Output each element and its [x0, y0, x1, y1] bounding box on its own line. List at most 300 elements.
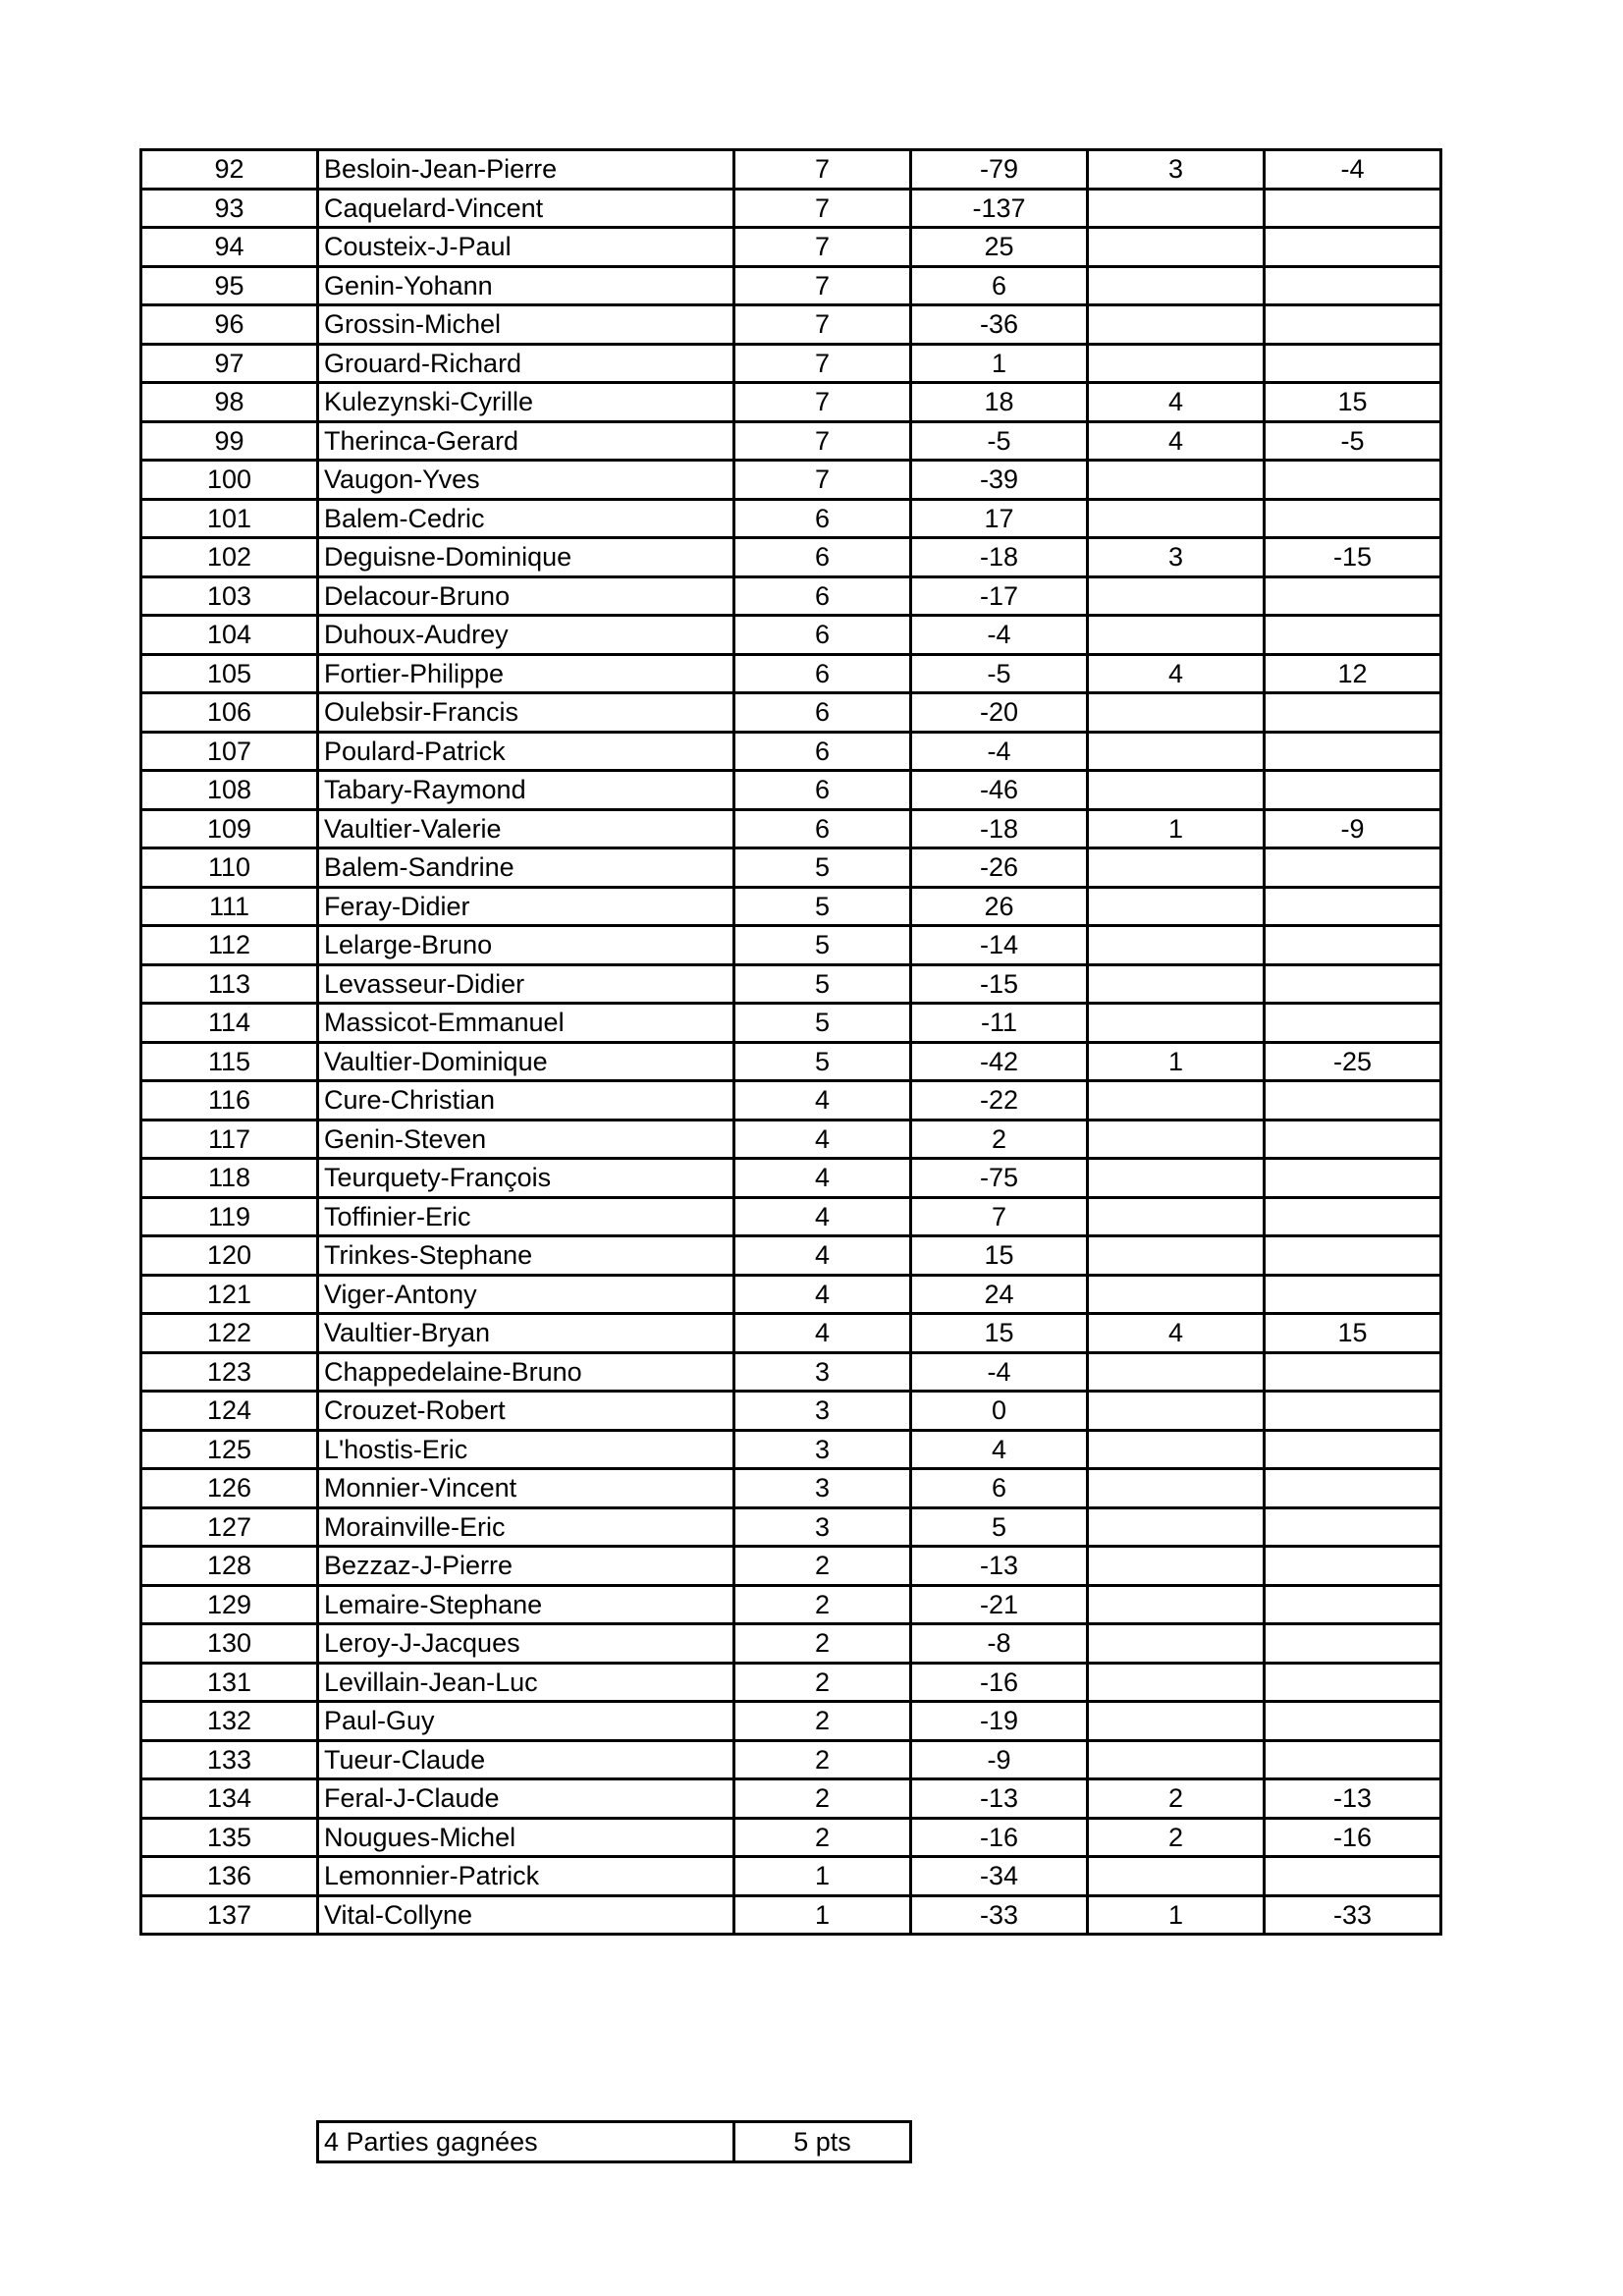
table-row — [141, 732, 1441, 771]
rank-cell: 125 — [141, 1430, 318, 1469]
points-diff-cell: 5 — [911, 1507, 1088, 1547]
games-won-cell: 6 — [734, 499, 911, 538]
games-won-cell: 7 — [734, 344, 911, 383]
session-diff-cell — [1265, 499, 1441, 538]
session-wins-cell — [1088, 887, 1265, 926]
rank-cell: 126 — [141, 1469, 318, 1508]
player-name-cell: Vaultier-Bryan — [318, 1314, 734, 1353]
table-row — [141, 1430, 1441, 1469]
session-diff-cell — [1265, 1857, 1441, 1896]
table-row — [141, 576, 1441, 616]
points-diff-cell: 15 — [911, 1314, 1088, 1353]
player-name-cell: Feral-J-Claude — [318, 1779, 734, 1819]
player-name-cell: Grouard-Richard — [318, 344, 734, 383]
player-name-cell: Caquelard-Vincent — [318, 189, 734, 228]
games-won-cell: 6 — [734, 538, 911, 577]
session-diff-cell: 15 — [1265, 1314, 1441, 1353]
session-wins-cell — [1088, 1081, 1265, 1121]
session-diff-cell — [1265, 1081, 1441, 1121]
table-row — [141, 848, 1441, 888]
points-diff-cell: -39 — [911, 461, 1088, 500]
rank-cell: 115 — [141, 1042, 318, 1081]
points-diff-cell: 17 — [911, 499, 1088, 538]
games-won-cell: 5 — [734, 1004, 911, 1043]
table-row — [141, 305, 1441, 345]
session-wins-cell — [1088, 228, 1265, 267]
rank-cell: 112 — [141, 926, 318, 965]
player-name-cell: Balem-Sandrine — [318, 848, 734, 888]
games-won-cell: 2 — [734, 1740, 911, 1779]
player-name-cell: Vaugon-Yves — [318, 461, 734, 500]
points-diff-cell: -20 — [911, 693, 1088, 733]
session-diff-cell — [1265, 576, 1441, 616]
session-wins-cell: 1 — [1088, 1042, 1265, 1081]
session-diff-cell — [1265, 1624, 1441, 1664]
rank-cell: 97 — [141, 344, 318, 383]
player-name-cell: Leroy-J-Jacques — [318, 1624, 734, 1664]
results-table — [139, 148, 1442, 1936]
games-won-cell: 5 — [734, 1042, 911, 1081]
points-diff-cell: -5 — [911, 421, 1088, 461]
points-diff-cell: -34 — [911, 1857, 1088, 1896]
table-row — [141, 771, 1441, 810]
rank-cell: 103 — [141, 576, 318, 616]
player-name-cell: Therinca-Gerard — [318, 421, 734, 461]
player-name-cell: Duhoux-Audrey — [318, 616, 734, 655]
rank-cell: 131 — [141, 1663, 318, 1702]
rank-cell: 95 — [141, 266, 318, 305]
table-row — [141, 189, 1441, 228]
player-name-cell: Poulard-Patrick — [318, 732, 734, 771]
session-wins-cell — [1088, 1507, 1265, 1547]
games-won-cell: 5 — [734, 887, 911, 926]
table-row — [141, 150, 1441, 190]
session-wins-cell: 4 — [1088, 654, 1265, 693]
points-diff-cell: -79 — [911, 150, 1088, 190]
points-diff-cell: -5 — [911, 654, 1088, 693]
table-row — [141, 1314, 1441, 1353]
rank-cell: 133 — [141, 1740, 318, 1779]
rank-cell: 101 — [141, 499, 318, 538]
points-diff-cell: 6 — [911, 1469, 1088, 1508]
table-row — [141, 1042, 1441, 1081]
rank-cell: 118 — [141, 1159, 318, 1198]
session-diff-cell — [1265, 926, 1441, 965]
table-row — [141, 421, 1441, 461]
session-diff-cell: -25 — [1265, 1042, 1441, 1081]
session-wins-cell — [1088, 1702, 1265, 1741]
session-diff-cell: -4 — [1265, 150, 1441, 190]
player-name-cell: Delacour-Bruno — [318, 576, 734, 616]
table-row — [141, 228, 1441, 267]
points-diff-cell: 4 — [911, 1430, 1088, 1469]
games-won-cell: 7 — [734, 421, 911, 461]
session-wins-cell — [1088, 964, 1265, 1004]
table-row — [141, 1081, 1441, 1121]
player-name-cell: Levillain-Jean-Luc — [318, 1663, 734, 1702]
games-won-cell: 4 — [734, 1081, 911, 1121]
table-row — [141, 1352, 1441, 1392]
rank-cell: 124 — [141, 1392, 318, 1431]
rank-cell: 116 — [141, 1081, 318, 1121]
table-row — [141, 616, 1441, 655]
points-diff-cell: -4 — [911, 732, 1088, 771]
points-diff-cell: -42 — [911, 1042, 1088, 1081]
table-row — [141, 1740, 1441, 1779]
session-wins-cell — [1088, 848, 1265, 888]
session-wins-cell: 4 — [1088, 383, 1265, 422]
player-name-cell: Tueur-Claude — [318, 1740, 734, 1779]
rank-cell: 105 — [141, 654, 318, 693]
player-name-cell: Trinkes-Stephane — [318, 1236, 734, 1276]
table-row — [141, 383, 1441, 422]
session-diff-cell — [1265, 189, 1441, 228]
player-name-cell: Cure-Christian — [318, 1081, 734, 1121]
session-diff-cell — [1265, 1507, 1441, 1547]
session-diff-cell — [1265, 266, 1441, 305]
session-wins-cell — [1088, 926, 1265, 965]
legend-table — [316, 2120, 912, 2163]
session-wins-cell — [1088, 1197, 1265, 1236]
games-won-cell: 2 — [734, 1624, 911, 1664]
session-wins-cell — [1088, 771, 1265, 810]
games-won-cell: 4 — [734, 1197, 911, 1236]
points-diff-cell: -16 — [911, 1663, 1088, 1702]
table-row — [141, 538, 1441, 577]
rank-cell: 106 — [141, 693, 318, 733]
session-diff-cell: -9 — [1265, 809, 1441, 848]
rank-cell: 93 — [141, 189, 318, 228]
points-diff-cell: 24 — [911, 1275, 1088, 1314]
games-won-cell: 5 — [734, 848, 911, 888]
player-name-cell: Deguisne-Dominique — [318, 538, 734, 577]
session-diff-cell — [1265, 1236, 1441, 1276]
table-row — [141, 693, 1441, 733]
points-diff-cell: -4 — [911, 1352, 1088, 1392]
player-name-cell: Cousteix-J-Paul — [318, 228, 734, 267]
rank-cell: 100 — [141, 461, 318, 500]
rank-cell: 98 — [141, 383, 318, 422]
session-wins-cell — [1088, 1392, 1265, 1431]
session-wins-cell — [1088, 1469, 1265, 1508]
results-body — [141, 150, 1441, 1935]
legend-label: 4 Parties gagnées — [318, 2122, 734, 2162]
session-diff-cell — [1265, 693, 1441, 733]
session-diff-cell — [1265, 305, 1441, 345]
player-name-cell: Teurquety-François — [318, 1159, 734, 1198]
rank-cell: 120 — [141, 1236, 318, 1276]
table-row — [141, 1392, 1441, 1431]
player-name-cell: Vaultier-Valerie — [318, 809, 734, 848]
table-row — [141, 964, 1441, 1004]
games-won-cell: 6 — [734, 732, 911, 771]
player-name-cell: Chappedelaine-Bruno — [318, 1352, 734, 1392]
rank-cell: 137 — [141, 1895, 318, 1935]
legend-row — [318, 2122, 911, 2162]
player-name-cell: Vaultier-Dominique — [318, 1042, 734, 1081]
games-won-cell: 6 — [734, 654, 911, 693]
session-diff-cell — [1265, 228, 1441, 267]
rank-cell: 123 — [141, 1352, 318, 1392]
player-name-cell: Nougues-Michel — [318, 1818, 734, 1857]
rank-cell: 102 — [141, 538, 318, 577]
session-wins-cell — [1088, 576, 1265, 616]
session-wins-cell: 3 — [1088, 150, 1265, 190]
rank-cell: 129 — [141, 1585, 318, 1624]
session-diff-cell — [1265, 1004, 1441, 1043]
games-won-cell: 6 — [734, 576, 911, 616]
games-won-cell: 6 — [734, 693, 911, 733]
games-won-cell: 6 — [734, 616, 911, 655]
session-wins-cell — [1088, 266, 1265, 305]
session-diff-cell — [1265, 461, 1441, 500]
rank-cell: 114 — [141, 1004, 318, 1043]
session-diff-cell — [1265, 1275, 1441, 1314]
points-diff-cell: -17 — [911, 576, 1088, 616]
player-name-cell: Tabary-Raymond — [318, 771, 734, 810]
session-wins-cell — [1088, 1120, 1265, 1159]
session-diff-cell: -13 — [1265, 1779, 1441, 1819]
games-won-cell: 4 — [734, 1120, 911, 1159]
table-row — [141, 1895, 1441, 1935]
session-diff-cell — [1265, 1120, 1441, 1159]
games-won-cell: 5 — [734, 926, 911, 965]
rank-cell: 132 — [141, 1702, 318, 1741]
player-name-cell: Levasseur-Didier — [318, 964, 734, 1004]
points-diff-cell: -19 — [911, 1702, 1088, 1741]
games-won-cell: 6 — [734, 771, 911, 810]
session-wins-cell — [1088, 1004, 1265, 1043]
player-name-cell: Lemaire-Stephane — [318, 1585, 734, 1624]
table-row — [141, 344, 1441, 383]
player-name-cell: Lemonnier-Patrick — [318, 1857, 734, 1896]
table-row — [141, 1159, 1441, 1198]
session-wins-cell — [1088, 499, 1265, 538]
player-name-cell: Vital-Collyne — [318, 1895, 734, 1935]
session-wins-cell — [1088, 1275, 1265, 1314]
player-name-cell: Balem-Cedric — [318, 499, 734, 538]
games-won-cell: 7 — [734, 228, 911, 267]
points-diff-cell: 6 — [911, 266, 1088, 305]
points-diff-cell: 7 — [911, 1197, 1088, 1236]
games-won-cell: 2 — [734, 1663, 911, 1702]
games-won-cell: 6 — [734, 809, 911, 848]
points-diff-cell: 2 — [911, 1120, 1088, 1159]
points-diff-cell: -13 — [911, 1547, 1088, 1586]
player-name-cell: Fortier-Philippe — [318, 654, 734, 693]
games-won-cell: 7 — [734, 305, 911, 345]
session-diff-cell — [1265, 1469, 1441, 1508]
session-wins-cell — [1088, 189, 1265, 228]
table-row — [141, 1469, 1441, 1508]
player-name-cell: Feray-Didier — [318, 887, 734, 926]
points-diff-cell: -8 — [911, 1624, 1088, 1664]
rank-cell: 119 — [141, 1197, 318, 1236]
player-name-cell: Genin-Steven — [318, 1120, 734, 1159]
games-won-cell: 5 — [734, 964, 911, 1004]
games-won-cell: 7 — [734, 461, 911, 500]
session-wins-cell — [1088, 1352, 1265, 1392]
session-wins-cell — [1088, 1585, 1265, 1624]
points-diff-cell: -36 — [911, 305, 1088, 345]
points-diff-cell: -16 — [911, 1818, 1088, 1857]
session-diff-cell — [1265, 1197, 1441, 1236]
games-won-cell: 3 — [734, 1392, 911, 1431]
player-name-cell: L'hostis-Eric — [318, 1430, 734, 1469]
games-won-cell: 4 — [734, 1314, 911, 1353]
session-wins-cell: 3 — [1088, 538, 1265, 577]
rank-cell: 127 — [141, 1507, 318, 1547]
session-diff-cell — [1265, 1430, 1441, 1469]
rank-cell: 94 — [141, 228, 318, 267]
table-row — [141, 1004, 1441, 1043]
points-diff-cell: -13 — [911, 1779, 1088, 1819]
session-diff-cell: -15 — [1265, 538, 1441, 577]
rank-cell: 92 — [141, 150, 318, 190]
session-diff-cell: -5 — [1265, 421, 1441, 461]
points-diff-cell: -9 — [911, 1740, 1088, 1779]
session-diff-cell: -33 — [1265, 1895, 1441, 1935]
session-wins-cell: 1 — [1088, 1895, 1265, 1935]
player-name-cell: Massicot-Emmanuel — [318, 1004, 734, 1043]
session-diff-cell — [1265, 848, 1441, 888]
games-won-cell: 2 — [734, 1818, 911, 1857]
session-diff-cell: -16 — [1265, 1818, 1441, 1857]
table-row — [141, 1857, 1441, 1896]
table-row — [141, 887, 1441, 926]
session-diff-cell — [1265, 771, 1441, 810]
session-wins-cell — [1088, 305, 1265, 345]
points-diff-cell: -33 — [911, 1895, 1088, 1935]
session-wins-cell — [1088, 1624, 1265, 1664]
games-won-cell: 4 — [734, 1236, 911, 1276]
points-diff-cell: -137 — [911, 189, 1088, 228]
rank-cell: 117 — [141, 1120, 318, 1159]
games-won-cell: 4 — [734, 1275, 911, 1314]
table-row — [141, 499, 1441, 538]
points-diff-cell: 1 — [911, 344, 1088, 383]
table-row — [141, 1818, 1441, 1857]
player-name-cell: Paul-Guy — [318, 1702, 734, 1741]
points-diff-cell: -18 — [911, 538, 1088, 577]
points-diff-cell: -22 — [911, 1081, 1088, 1121]
games-won-cell: 3 — [734, 1507, 911, 1547]
session-diff-cell: 15 — [1265, 383, 1441, 422]
session-wins-cell — [1088, 693, 1265, 733]
session-diff-cell — [1265, 344, 1441, 383]
rank-cell: 110 — [141, 848, 318, 888]
table-row — [141, 1624, 1441, 1664]
table-row — [141, 1702, 1441, 1741]
points-diff-cell: -11 — [911, 1004, 1088, 1043]
games-won-cell: 7 — [734, 189, 911, 228]
session-wins-cell — [1088, 1236, 1265, 1276]
session-wins-cell — [1088, 1159, 1265, 1198]
points-diff-cell: 0 — [911, 1392, 1088, 1431]
session-diff-cell — [1265, 1547, 1441, 1586]
session-diff-cell — [1265, 1159, 1441, 1198]
points-diff-cell: 15 — [911, 1236, 1088, 1276]
session-diff-cell — [1265, 1392, 1441, 1431]
table-row — [141, 1275, 1441, 1314]
points-diff-cell: -21 — [911, 1585, 1088, 1624]
table-row — [141, 1663, 1441, 1702]
session-wins-cell — [1088, 1857, 1265, 1896]
session-diff-cell — [1265, 1585, 1441, 1624]
session-diff-cell: 12 — [1265, 654, 1441, 693]
points-diff-cell: 18 — [911, 383, 1088, 422]
rank-cell: 108 — [141, 771, 318, 810]
games-won-cell: 2 — [734, 1779, 911, 1819]
games-won-cell: 2 — [734, 1585, 911, 1624]
games-won-cell: 3 — [734, 1469, 911, 1508]
rank-cell: 130 — [141, 1624, 318, 1664]
table-row — [141, 461, 1441, 500]
session-wins-cell: 4 — [1088, 1314, 1265, 1353]
player-name-cell: Crouzet-Robert — [318, 1392, 734, 1431]
table-row — [141, 266, 1441, 305]
rank-cell: 96 — [141, 305, 318, 345]
rank-cell: 109 — [141, 809, 318, 848]
player-name-cell: Genin-Yohann — [318, 266, 734, 305]
games-won-cell: 7 — [734, 383, 911, 422]
points-diff-cell: -75 — [911, 1159, 1088, 1198]
rank-cell: 136 — [141, 1857, 318, 1896]
table-row — [141, 1547, 1441, 1586]
rank-cell: 107 — [141, 732, 318, 771]
rank-cell: 128 — [141, 1547, 318, 1586]
rank-cell: 122 — [141, 1314, 318, 1353]
games-won-cell: 7 — [734, 266, 911, 305]
legend-value: 5 pts — [734, 2122, 911, 2162]
games-won-cell: 3 — [734, 1430, 911, 1469]
rank-cell: 134 — [141, 1779, 318, 1819]
points-diff-cell: -46 — [911, 771, 1088, 810]
session-wins-cell: 1 — [1088, 809, 1265, 848]
rank-cell: 111 — [141, 887, 318, 926]
games-won-cell: 1 — [734, 1895, 911, 1935]
table-row — [141, 1585, 1441, 1624]
games-won-cell: 4 — [734, 1159, 911, 1198]
session-diff-cell — [1265, 732, 1441, 771]
table-row — [141, 654, 1441, 693]
session-diff-cell — [1265, 1702, 1441, 1741]
table-row — [141, 1236, 1441, 1276]
session-diff-cell — [1265, 1663, 1441, 1702]
session-wins-cell: 4 — [1088, 421, 1265, 461]
session-wins-cell — [1088, 1547, 1265, 1586]
table-row — [141, 1120, 1441, 1159]
session-wins-cell — [1088, 1740, 1265, 1779]
rank-cell: 99 — [141, 421, 318, 461]
player-name-cell: Besloin-Jean-Pierre — [318, 150, 734, 190]
table-row — [141, 1197, 1441, 1236]
points-diff-cell: -15 — [911, 964, 1088, 1004]
points-diff-cell: -4 — [911, 616, 1088, 655]
player-name-cell: Morainville-Eric — [318, 1507, 734, 1547]
session-wins-cell — [1088, 344, 1265, 383]
player-name-cell: Oulebsir-Francis — [318, 693, 734, 733]
session-wins-cell — [1088, 1430, 1265, 1469]
table-row — [141, 926, 1441, 965]
session-diff-cell — [1265, 964, 1441, 1004]
table-row — [141, 1507, 1441, 1547]
table-row — [141, 1779, 1441, 1819]
games-won-cell: 1 — [734, 1857, 911, 1896]
games-won-cell: 2 — [734, 1702, 911, 1741]
session-wins-cell — [1088, 461, 1265, 500]
table-row — [141, 809, 1441, 848]
